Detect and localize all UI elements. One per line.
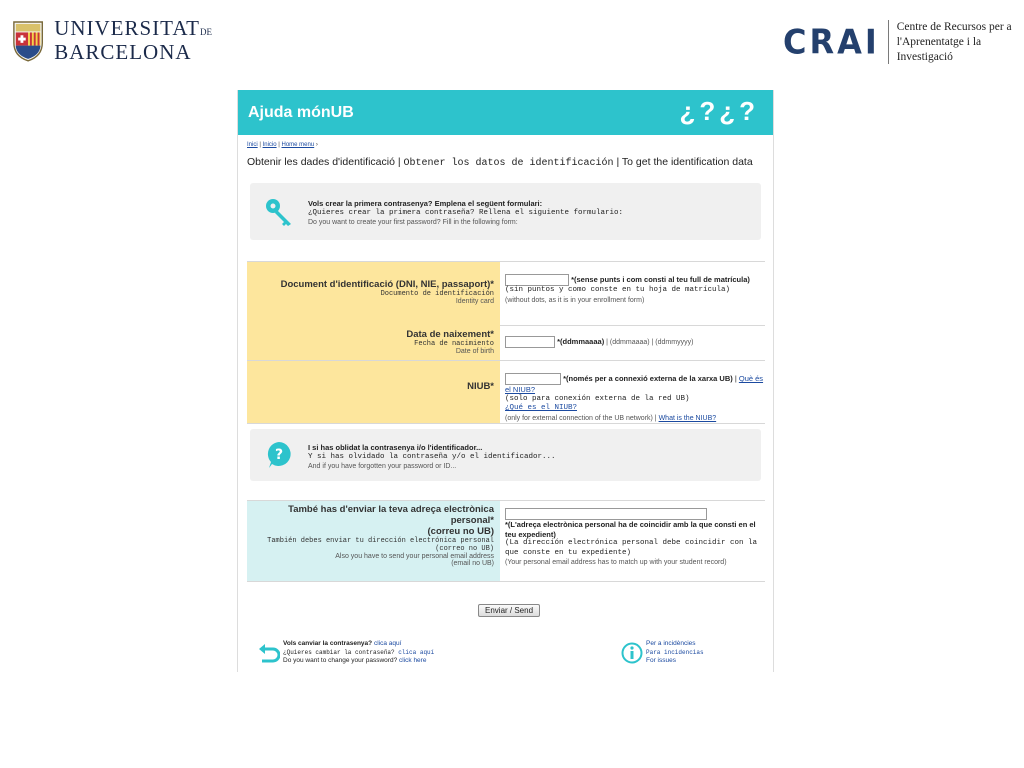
- change-pw-link-ca[interactable]: clica aquí: [373, 640, 402, 647]
- ub-name-line2: BARCELONA: [54, 39, 192, 64]
- forgot-en: And if you have forgotten your password or ID...: [308, 463, 457, 470]
- doc-label-en: Identity card: [455, 298, 494, 305]
- question-marks-icon: ¿?¿?: [679, 96, 759, 126]
- niub-hint-ca: *(només per a connexió externa de la xarxa UB): [563, 373, 733, 383]
- birth-label-en: Date of birth: [455, 348, 494, 355]
- banner-title: Ajuda mónUB: [248, 104, 354, 121]
- doc-input[interactable]: [505, 274, 569, 286]
- change-pw-es: ¿Quieres cambiar la contraseña?: [283, 648, 395, 656]
- doc-hint-es: (sin puntos y como conste en tu hoja de matrícula): [505, 286, 731, 294]
- change-pw-en: Do you want to change your password?: [283, 657, 398, 664]
- niub-link-es[interactable]: ¿Qué es el NIUB?: [505, 404, 578, 412]
- niub-label-ca: NIUB*: [467, 381, 494, 392]
- page-title-ca: Obtenir les dades d'identificació: [247, 156, 395, 168]
- crai-logo: [783, 18, 1024, 66]
- niub-link-ca[interactable]: Què és el NIUB?: [505, 373, 764, 394]
- intro-ca: Vols crear la primera contrasenya? Emplena el següent formulari:: [308, 199, 543, 208]
- change-password-links: [283, 640, 434, 666]
- email-hint-en: (Your personal email address has to match up with your student record): [505, 559, 727, 566]
- birth-label-es: Fecha de nacimiento: [414, 340, 494, 348]
- page-title: Obtenir les dades d'identificació | Obtener los datos de identificación | To get the identification data: [247, 156, 753, 169]
- forgot-box: [250, 429, 761, 481]
- change-pw-link-es[interactable]: clica aquí: [398, 648, 435, 656]
- crai-separator: [888, 20, 889, 64]
- niub-hint-es: (solo para conexión externa de la red UB): [505, 394, 690, 403]
- crai-wordmark: CRAI: [783, 22, 880, 62]
- issues-link-en[interactable]: For issues: [646, 657, 676, 664]
- niub-label-cell: [247, 361, 500, 423]
- niub-row: NIUB* *(només per a connexió externa de la xarxa UB) | Què és el NIUB? (solo para conexión externa de la red UB) ¿Qué es el NIUB? (only for external connection of the UB network) | What is the NIUB?: [247, 361, 765, 424]
- crai-desc-line1: Centre de Recursos per a: [896, 20, 1012, 33]
- ub-name-line1: UNIVERSITAT: [54, 15, 200, 40]
- email-label-ca: També has d'enviar la teva adreça electrònica personal*: [288, 504, 494, 526]
- send-button[interactable]: Enviar / Send: [478, 604, 540, 617]
- email-hint-es: (La dirección electrónica personal debe coincidir con la que conste en tu expediente): [505, 539, 758, 557]
- forgot-es: Y si has olvidado la contraseña y/o el identificador...: [308, 452, 556, 461]
- help-page-screenshot: [237, 90, 774, 672]
- niub-hint-en: (only for external connection of the UB network): [505, 414, 653, 422]
- email-input[interactable]: [505, 508, 707, 520]
- ub-logo: [12, 14, 212, 66]
- email-label-es: También debes enviar tu dirección electrónica personal: [267, 537, 494, 545]
- doc-hint-en: (without dots, as it is in your enrollment form): [505, 296, 645, 304]
- ub-name-suffix: DE: [200, 26, 212, 37]
- email-label-en: Also you have to send your personal email address: [335, 553, 494, 560]
- back-arrow-icon[interactable]: [258, 643, 280, 665]
- email-label-es2: (correo no UB): [435, 545, 494, 553]
- breadcrumb-inici[interactable]: Inici: [247, 142, 258, 148]
- issues-link-es[interactable]: Para incidencias: [646, 648, 704, 656]
- help-banner: [238, 90, 773, 135]
- intro-en: Do you want to create your first password? Fill in the following form:: [308, 219, 518, 226]
- issues-link-ca[interactable]: Per a incidències: [646, 640, 696, 647]
- help-bubble-icon: [266, 441, 292, 469]
- ub-shield-icon: [12, 17, 44, 63]
- birth-label-cell: [247, 325, 500, 360]
- doc-hint-ca: *(sense punts i com consti al teu full de matrícula): [571, 274, 750, 284]
- key-icon: [264, 197, 294, 227]
- birth-hint-ca: *(ddmmaaaa): [557, 336, 605, 346]
- niub-input[interactable]: [505, 373, 561, 385]
- page-title-en: To get the identification data: [621, 156, 753, 168]
- doc-label-es: Documento de identificación: [380, 290, 494, 298]
- change-pw-ca: Vols canviar la contrasenya?: [283, 640, 373, 647]
- doc-row: [247, 261, 765, 326]
- info-icon[interactable]: [621, 642, 643, 664]
- email-label-en2: (email no UB): [451, 560, 494, 567]
- issues-links: [646, 640, 704, 666]
- email-row: [247, 500, 765, 582]
- svg-text:?: ?: [274, 447, 284, 463]
- intro-es: ¿Quieres crear la primera contraseña? Rellena el siguiente formulario:: [308, 208, 624, 217]
- doc-label-ca: Document d'identificació (DNI, NIE, passaport)*: [280, 279, 494, 290]
- intro-box: [250, 183, 761, 240]
- email-label-ca2: (correu no UB): [427, 526, 494, 537]
- birth-row: [247, 325, 765, 361]
- forgot-ca: I si has oblidat la contrasenya i/o l'identificador...: [308, 443, 483, 452]
- birth-label-ca: Data de naixement*: [406, 329, 494, 340]
- page-title-es: Obtener los datos de identificación: [403, 158, 614, 169]
- crai-desc-line2: l'Aprenentatge i la Investigació: [896, 35, 982, 63]
- doc-label-cell: [247, 262, 500, 325]
- email-hint-ca: *(L'adreça electrònica personal ha de coincidir amb la que consti en el teu expedient): [505, 520, 756, 539]
- breadcrumb: Inici | Inicio | Home menu ›: [247, 142, 318, 148]
- breadcrumb-home[interactable]: Home menu: [281, 142, 315, 148]
- breadcrumb-inicio[interactable]: Inicio: [262, 142, 277, 148]
- email-label-cell: [247, 501, 500, 581]
- birth-hint-rest: | (ddmmaaaa) | (ddmmyyyy): [604, 338, 694, 346]
- change-pw-link-en[interactable]: click here: [399, 657, 427, 664]
- niub-link-en[interactable]: What is the NIUB?: [658, 414, 717, 422]
- birth-input[interactable]: [505, 336, 555, 348]
